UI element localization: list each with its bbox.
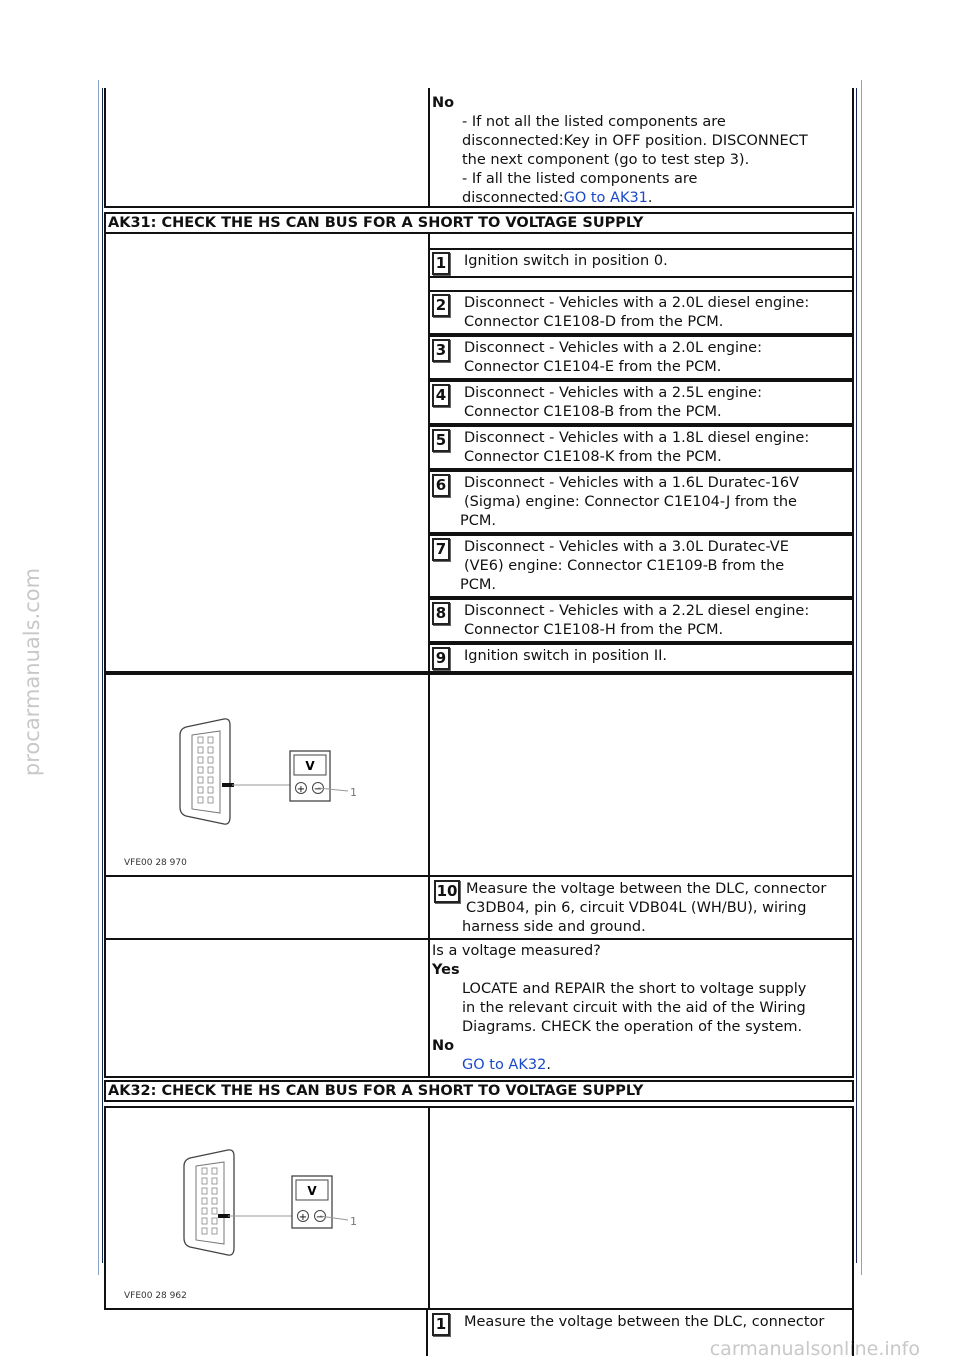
step-number-badge: 5	[432, 429, 450, 452]
step-8-text-2: Connector C1E108-H from the PCM.	[464, 622, 724, 638]
left-margin-line	[98, 80, 99, 1275]
no-line-4: - If all the listed components are	[462, 171, 698, 187]
ak31-steps-cell	[430, 234, 854, 673]
question-left-empty	[104, 940, 430, 1076]
step-10-text-2: C3DB04, pin 6, circuit VDB04L (WH/BU), wiring	[466, 900, 807, 916]
step-4-text-1: Disconnect - Vehicles with a 2.5L engine:	[464, 385, 762, 401]
side-watermark	[12, 520, 52, 820]
voltmeter-icon	[292, 1176, 332, 1228]
ak31-step-4	[430, 380, 854, 425]
yes-line-2: in the relevant circuit with the aid of the Wiring	[462, 1000, 806, 1016]
question-text: Is a voltage measured?	[432, 943, 601, 959]
figure-label: VFE00 28 962	[124, 1291, 187, 1301]
step-number-badge: 4	[432, 384, 450, 407]
step-3-text-1: Disconnect - Vehicles with a 2.0L engine:	[464, 340, 762, 356]
step-7-text-2: (VE6) engine: Connector C1E109-B from the	[464, 558, 785, 574]
footer-watermark: carmanualsonline.info	[709, 1338, 920, 1360]
no-line-5-suffix: .	[647, 190, 653, 206]
ak32-step-1-row	[104, 1310, 854, 1356]
no-line-3: the next component (go to test step 3).	[462, 152, 750, 168]
step-7-text-1: Disconnect - Vehicles with a 3.0L Duratec-VE	[464, 539, 789, 555]
meter-lead-label: 1	[350, 1215, 357, 1228]
right-margin-line-2	[861, 80, 862, 1275]
step-10-text-1: Measure the voltage between the DLC, connector	[466, 881, 827, 897]
dlc-voltmeter-diagram-2	[106, 1108, 428, 1308]
go-to-ak32-link[interactable]: GO to AK32	[462, 1057, 547, 1073]
step-2-text-2: Connector C1E108-D from the PCM.	[464, 314, 724, 330]
step-number-badge: 8	[432, 602, 450, 625]
ak31-step-1	[430, 248, 854, 278]
meter-minus: −	[313, 784, 323, 795]
question-cell	[430, 940, 854, 1076]
step-1-text: Ignition switch in position 0.	[464, 253, 668, 269]
step-number-badge: 7	[432, 538, 450, 561]
go-to-ak31-link[interactable]: GO to AK31	[563, 190, 648, 206]
step-7-text-3: PCM.	[460, 577, 496, 593]
step-10-cell	[430, 877, 854, 938]
ak32-step-1-cell	[428, 1310, 854, 1356]
ak31-step-9	[430, 643, 854, 673]
no-line-1: - If not all the listed components are	[462, 114, 726, 130]
step-10-text-3: harness side and ground.	[462, 919, 646, 935]
dlc-connector-icon	[180, 719, 234, 824]
ak31-step-10-row	[104, 877, 854, 940]
ak31-question-row	[104, 940, 854, 1078]
step-2-text-1: Disconnect - Vehicles with a 2.0L diesel engine:	[464, 295, 810, 311]
step-number-badge: 2	[432, 294, 450, 317]
meter-v-label: V	[305, 759, 315, 773]
ak32-heading: AK32: CHECK THE HS CAN BUS FOR A SHORT TO VOLTAGE SUPPLY	[104, 1080, 854, 1102]
figure-label: VFE00 28 970	[124, 858, 187, 868]
previous-step-result	[104, 88, 854, 208]
ak32-figure-right-empty	[430, 1108, 854, 1308]
step-number-badge: 1	[432, 252, 450, 275]
no-line	[432, 1056, 852, 1075]
step-number-badge: 10	[434, 880, 460, 903]
step-8-text-1: Disconnect - Vehicles with a 2.2L diesel engine:	[464, 603, 810, 619]
no-line-2: disconnected:Key in OFF position. DISCONNECT	[462, 133, 808, 149]
meter-plus: +	[296, 784, 306, 795]
yes-label: Yes	[432, 962, 460, 978]
meter-lead-label: 1	[350, 786, 357, 799]
dlc-voltmeter-diagram	[106, 675, 428, 875]
step-number-badge: 1	[432, 1313, 450, 1336]
dlc-connector-icon	[184, 1150, 234, 1255]
ak31-figure-cell	[104, 675, 430, 875]
step-5-text-1: Disconnect - Vehicles with a 1.8L diesel engine:	[464, 430, 810, 446]
ak31-step-5	[430, 425, 854, 470]
no-label-2: No	[432, 1038, 455, 1054]
ak31-heading: AK31: CHECK THE HS CAN BUS FOR A SHORT TO VOLTAGE SUPPLY	[104, 212, 854, 234]
right-margin-line	[856, 88, 857, 1263]
ak31-figure-row	[104, 673, 854, 877]
no-result-cell	[430, 88, 854, 206]
left-margin-line-2	[102, 88, 103, 1263]
ak31-step-6	[430, 470, 854, 534]
meter-minus: −	[315, 1212, 325, 1223]
yes-line-3: Diagrams. CHECK the operation of the system.	[462, 1019, 803, 1035]
step-4-text-2: Connector C1E108-B from the PCM.	[464, 404, 722, 420]
meter-v-label: V	[307, 1184, 317, 1198]
ak32-figure-cell	[104, 1108, 430, 1308]
no-line-5	[432, 189, 852, 208]
step-3-text-2: Connector C1E104-E from the PCM.	[464, 359, 722, 375]
ak31-step-7	[430, 534, 854, 598]
step-10-left-empty	[104, 877, 430, 938]
empty-left-cell	[104, 88, 430, 206]
step-number-badge: 3	[432, 339, 450, 362]
ak31-steps-row	[104, 234, 854, 673]
no-line-5-prefix: disconnected:	[462, 190, 564, 206]
step-9-text: Ignition switch in position II.	[464, 648, 668, 664]
procedure-table	[104, 88, 854, 1356]
ak32-step-1-text: Measure the voltage between the DLC, connector	[464, 1314, 825, 1330]
step-6-text-2: (Sigma) engine: Connector C1E104-J from the	[464, 494, 797, 510]
side-watermark-text: procarmanuals.com	[20, 567, 44, 777]
ak31-step-8	[430, 598, 854, 643]
yes-line-1: LOCATE and REPAIR the short to voltage supply	[462, 981, 807, 997]
step-5-text-2: Connector C1E108-K from the PCM.	[464, 449, 722, 465]
step-number-badge: 9	[432, 647, 450, 670]
ak32-figure-row	[104, 1106, 854, 1310]
ak31-step-2	[430, 290, 854, 335]
ak31-step-3	[430, 335, 854, 380]
meter-plus: +	[298, 1212, 308, 1223]
ak32-step-1-left-empty	[104, 1310, 428, 1356]
step-6-text-1: Disconnect - Vehicles with a 1.6L Duratec-16V	[464, 475, 800, 491]
ak31-steps-left-empty	[104, 234, 430, 673]
step-number-badge: 6	[432, 474, 450, 497]
step-6-text-3: PCM.	[460, 513, 496, 529]
ak31-figure-right-empty	[430, 675, 854, 875]
voltmeter-icon	[290, 751, 330, 801]
no-line-suffix: .	[546, 1057, 551, 1073]
no-label: No	[432, 95, 455, 111]
